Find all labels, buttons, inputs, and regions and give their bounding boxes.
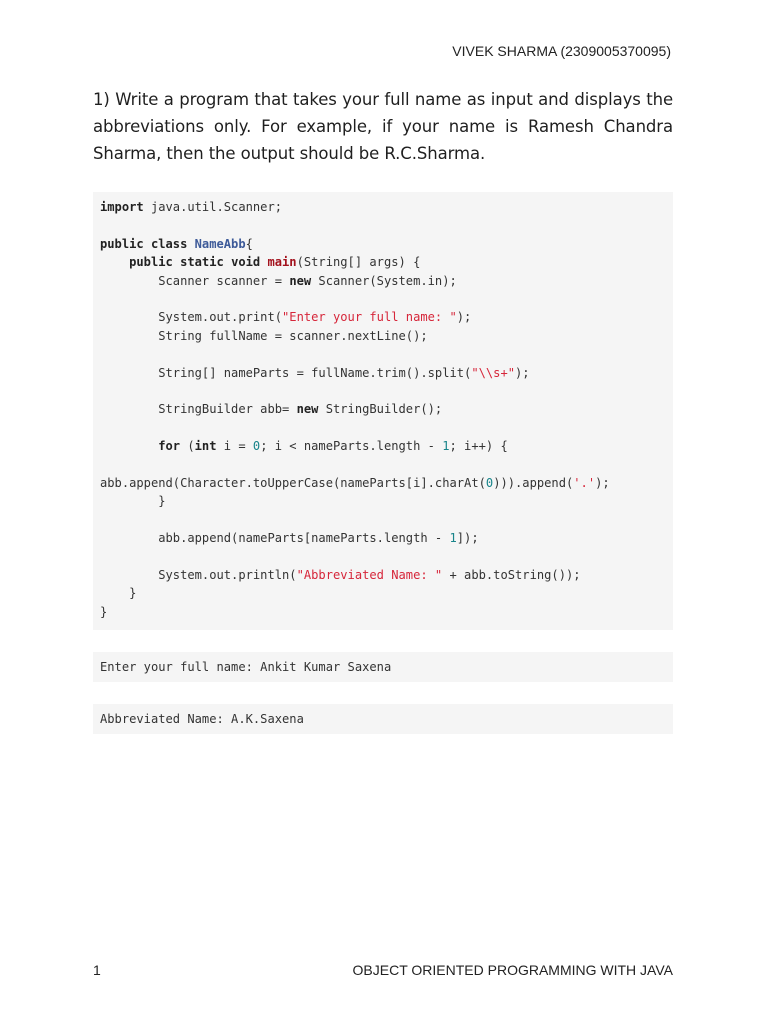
code-line — [100, 566, 666, 584]
code-token: ( — [180, 439, 195, 454]
code-token: Scanner(System.in); — [311, 273, 457, 288]
code-line — [100, 603, 666, 621]
code-line — [100, 437, 666, 455]
question-text: 1) Write a program that takes your full name as input and displays the abbreviations only. For example, if your name is Ramesh Chandra Sharma, then the output should be R.C.Sharma. — [93, 90, 673, 163]
code-token: } — [100, 494, 166, 509]
code-token — [100, 439, 158, 453]
code-line — [100, 308, 666, 326]
code-token: } — [100, 604, 108, 619]
author-header: VIVEK SHARMA (2309005370095) — [452, 43, 671, 59]
code-token: System.out.println( — [100, 567, 297, 582]
code-token: StringBuilder(); — [318, 402, 443, 417]
code-token: "Enter your full name: " — [282, 310, 457, 325]
code-token: NameAbb — [194, 236, 246, 251]
code-token: java.util.Scanner; — [143, 200, 283, 214]
code-line — [100, 364, 666, 382]
code-line — [100, 253, 666, 271]
code-token: ); — [456, 310, 472, 325]
code-line — [100, 382, 666, 400]
code-token: "Abbreviated Name: " — [296, 567, 443, 582]
code-token: { — [245, 236, 253, 251]
code-token: import — [100, 200, 144, 214]
code-token: abb.append(Character.toUpperCase(nameParts[i].charAt( — [100, 475, 486, 490]
code-token: ]); — [456, 531, 479, 546]
code-block — [93, 192, 673, 630]
code-token: System.out.print( — [100, 310, 283, 325]
program-input-output: Enter your full name: Ankit Kumar Saxena — [93, 652, 673, 682]
code-token: static — [180, 255, 224, 270]
code-token: main — [267, 255, 297, 270]
code-token — [173, 255, 180, 269]
program-result-output: Abbreviated Name: A.K.Saxena — [93, 704, 673, 734]
code-token: String[] nameParts = fullName.trim().split( — [100, 365, 472, 380]
code-token — [224, 255, 231, 269]
code-token: String fullName = scanner.nextLine(); — [100, 328, 428, 343]
code-token: '.' — [573, 475, 596, 490]
code-token — [144, 237, 151, 251]
code-line — [100, 216, 666, 234]
code-line — [100, 272, 666, 290]
code-line — [100, 400, 666, 418]
code-line — [100, 492, 666, 510]
code-token: ; i++) { — [449, 439, 508, 454]
code-token: abb.append(nameParts[nameParts.length - — [100, 531, 450, 546]
code-token: } — [100, 586, 137, 601]
code-token: 1 — [442, 439, 450, 454]
code-line — [100, 419, 666, 437]
code-token — [187, 237, 194, 251]
code-token: "\\s+" — [471, 365, 516, 380]
code-token: (String[] args) { — [296, 255, 421, 270]
code-token: 0 — [252, 439, 261, 454]
code-token: 1 — [449, 531, 457, 546]
code-line — [100, 198, 666, 216]
code-token: void — [231, 255, 261, 270]
code-token: ); — [595, 475, 610, 490]
code-token: ); — [515, 365, 530, 380]
code-token: int — [194, 439, 217, 454]
code-line — [100, 529, 666, 547]
code-token: ; i < nameParts.length - — [260, 439, 443, 454]
code-token: Scanner scanner = — [100, 273, 290, 288]
code-token: public — [129, 255, 173, 270]
code-line — [100, 547, 666, 565]
code-token — [100, 255, 129, 269]
code-token: ))).append( — [493, 475, 574, 490]
page-number: 1 — [93, 962, 101, 978]
code-token: new — [289, 273, 312, 288]
code-token: public — [100, 236, 144, 251]
code-token: class — [150, 236, 188, 251]
code-token: for — [158, 439, 181, 454]
course-title: OBJECT ORIENTED PROGRAMMING WITH JAVA — [352, 962, 673, 978]
code-line — [100, 474, 666, 492]
code-token: 0 — [485, 475, 494, 490]
code-token: new — [296, 402, 319, 417]
code-token: StringBuilder abb= — [100, 402, 297, 417]
code-line — [100, 455, 666, 473]
code-line — [100, 584, 666, 602]
code-line — [100, 511, 666, 529]
code-line — [100, 345, 666, 363]
code-line — [100, 327, 666, 345]
code-token: i = — [216, 439, 253, 454]
code-token: + abb.toString()); — [442, 567, 581, 582]
code-line — [100, 290, 666, 308]
code-line — [100, 235, 666, 253]
